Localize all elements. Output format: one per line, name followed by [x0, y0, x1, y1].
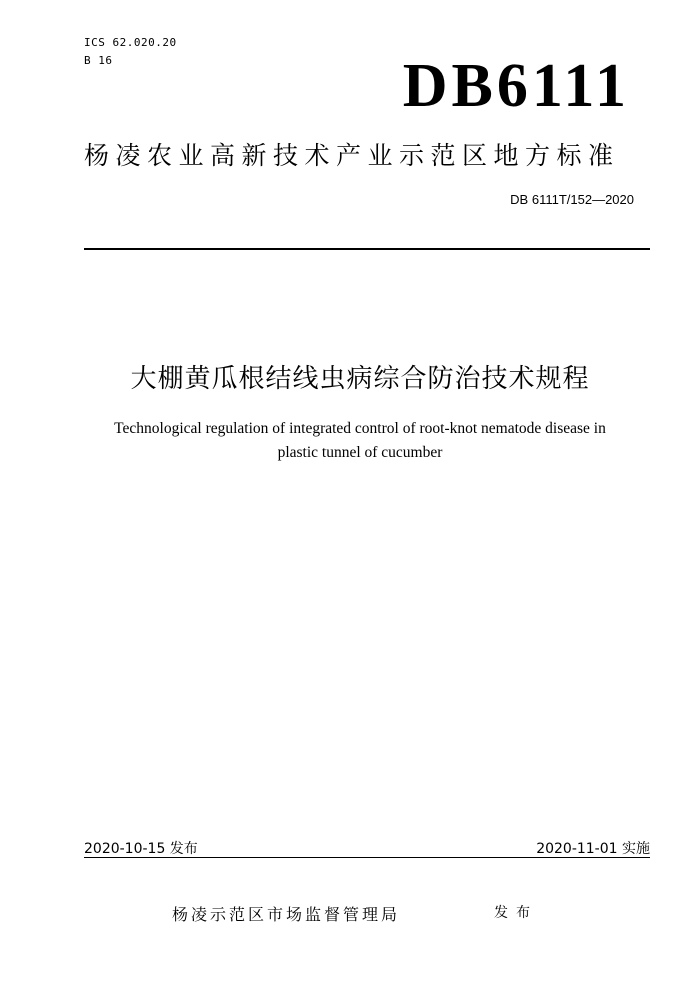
title-english — [80, 417, 640, 465]
bottom-divider — [84, 857, 650, 858]
ics-code: ICS 62.020.20 — [84, 36, 177, 49]
issue-date: 2020-10-15 发布 — [84, 841, 198, 857]
standard-category: 杨凌农业高新技术产业示范区地方标准 — [84, 141, 620, 170]
issuing-authority: 杨凌示范区市场监督管理局 — [172, 905, 401, 924]
top-divider — [84, 248, 650, 250]
standard-code: DB6111 — [402, 52, 630, 120]
standard-number: DB 6111T/152—2020 — [510, 192, 634, 207]
title-english-line1: Technological regulation of integrated control of root-knot nematode disease in — [114, 420, 606, 437]
title-chinese: 大棚黄瓜根结线虫病综合防治技术规程 — [130, 364, 590, 394]
title-english-line2: plastic tunnel of cucumber — [277, 444, 443, 461]
issue-label: 发布 — [494, 905, 538, 921]
implementation-date: 2020-11-01 实施 — [536, 841, 650, 857]
classification-code: B 16 — [84, 54, 113, 67]
